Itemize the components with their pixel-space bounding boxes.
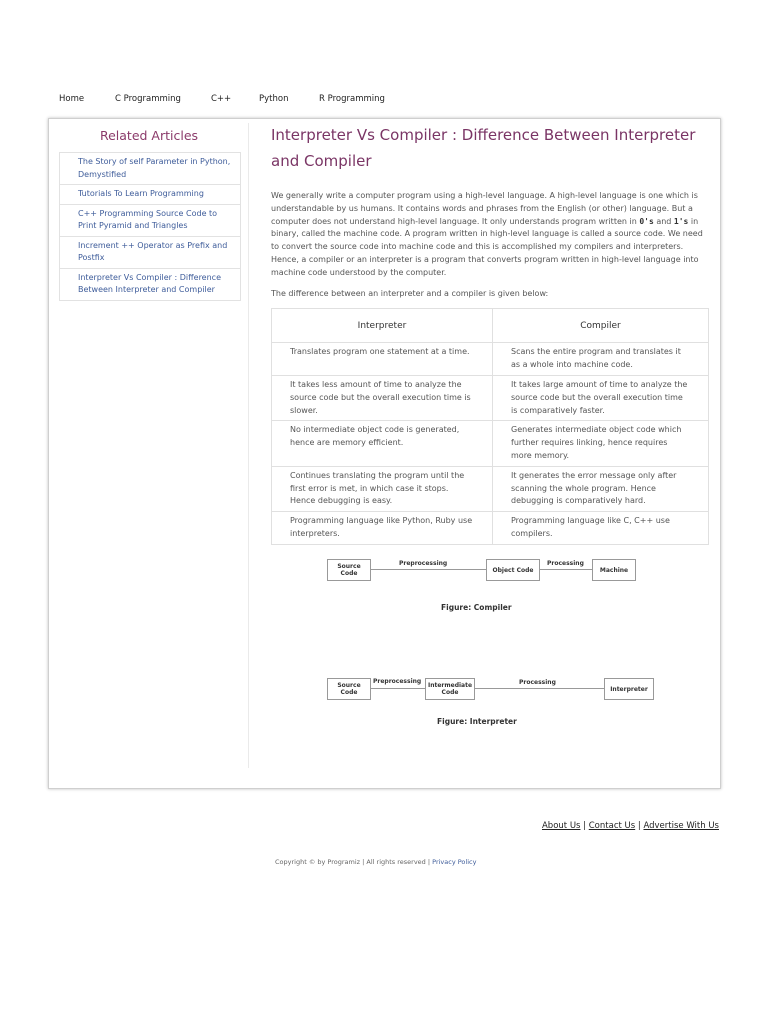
copyright	[275, 858, 476, 866]
interpreter-intermediate-code-box: Intermediate Code	[425, 678, 475, 700]
nav-c-programming[interactable]: C Programming	[115, 94, 181, 104]
compiler-arrow-1	[370, 569, 486, 570]
table-row	[272, 421, 709, 466]
intro-text-2: in binary, called the machine code. A program written in high-level language is called a source code. We need to convert the source code into machine code and this is accomplished my compilers and interpreters. Hence, a compiler or an interpreter is a program that converts program written in high-level language into machine code understood by the computer.	[271, 216, 703, 277]
related-article-cpp-pyramid[interactable]: C++ Programming Source Code to Print Pyramid and Triangles	[60, 205, 240, 237]
footer-links	[542, 821, 719, 831]
nav-python[interactable]: Python	[259, 94, 289, 104]
header-interpreter: Interpreter	[272, 309, 493, 343]
header-compiler: Compiler	[493, 309, 709, 343]
table-row	[272, 466, 709, 511]
table-cell: It takes large amount of time to analyze the source code but the overall execution time is comparatively faster.	[493, 375, 709, 420]
related-article-tutorials[interactable]: Tutorials To Learn Programming	[60, 185, 240, 205]
related-articles-list	[59, 152, 241, 301]
table-row	[272, 343, 709, 376]
compiler-figure	[271, 556, 709, 616]
table-cell: No intermediate object code is generated, hence are memory efficient.	[272, 421, 493, 466]
table-cell: Programming language like C, C++ use compilers.	[493, 512, 709, 545]
nav-cpp[interactable]: C++	[211, 94, 232, 104]
table-header-row	[272, 309, 709, 343]
compiler-object-code-box: Object Code	[486, 559, 540, 581]
footer-separator: |	[583, 821, 587, 831]
interpreter-source-code-box: Source Code	[327, 678, 371, 700]
footer-advertise[interactable]: Advertise With Us	[643, 821, 719, 831]
table-row	[272, 375, 709, 420]
compiler-preprocessing-label: Preprocessing	[399, 560, 448, 567]
table-cell: Programming language like Python, Ruby use interpreters.	[272, 512, 493, 545]
table-cell: Continues translating the program until the first error is met, in which case it stops. Hence debugging is easy.	[272, 466, 493, 511]
intro-text-and: and	[653, 216, 674, 226]
comparison-table	[271, 308, 709, 544]
table-cell: It generates the error message only after scanning the whole program. Hence debugging is comparatively hard.	[493, 466, 709, 511]
intro-paragraph	[271, 190, 709, 280]
sidebar-title: Related Articles	[99, 128, 199, 143]
compiler-arrow-2	[539, 569, 592, 570]
table-cell: Scans the entire program and translates it as a whole into machine code.	[493, 343, 709, 376]
table-row	[272, 512, 709, 545]
copyright-text: Copyright © by Programiz | All rights reserved |	[275, 858, 433, 866]
privacy-policy-link[interactable]: Privacy Policy	[432, 858, 477, 866]
sidebar	[59, 119, 239, 294]
nav-r-programming[interactable]: R Programming	[319, 94, 385, 104]
nav-home[interactable]: Home	[59, 94, 85, 104]
related-article-self-parameter[interactable]: The Story of self Parameter in Python, Demystified	[60, 153, 240, 185]
code-zero: 0's	[639, 216, 654, 226]
code-one: 1's	[673, 216, 689, 226]
compiler-processing-label: Processing	[547, 560, 584, 567]
page-title: Interpreter Vs Compiler : Difference Between Interpreter and Compiler	[271, 126, 696, 170]
intro-text-1: We generally write a computer program using a high-level language. A high-level language is one which is understandable by us humans. It contains words and phrases from the English (or other) language. But a computer does not understand high-level language. It only understands program written in	[271, 191, 698, 226]
table-cell: It takes less amount of time to analyze the source code but the overall execution time is slower.	[272, 375, 493, 420]
interpreter-arrow-1	[370, 688, 425, 689]
interpreter-arrow-2	[474, 688, 604, 689]
footer-separator: |	[637, 821, 641, 831]
interpreter-preprocessing-label: Preprocessing	[373, 678, 422, 685]
footer-contact-us[interactable]: Contact Us	[588, 821, 636, 831]
compiler-figure-caption: Figure: Compiler	[441, 603, 512, 612]
content-frame	[48, 118, 721, 789]
interpreter-figure	[271, 675, 709, 735]
compiler-source-code-box: Source Code	[327, 559, 371, 581]
compiler-machine-box: Machine	[592, 559, 636, 581]
interpreter-figure-caption: Figure: Interpreter	[437, 717, 517, 726]
article	[271, 119, 709, 726]
difference-intro: The difference between an interpreter and a compiler is given below:	[271, 288, 549, 298]
footer-about-us[interactable]: About Us	[541, 821, 581, 831]
table-cell: Translates program one statement at a time.	[272, 343, 493, 376]
table-cell: Generates intermediate object code which further requires linking, hence requires more memory.	[493, 421, 709, 466]
related-article-increment-operator[interactable]: Increment ++ Operator as Prefix and Postfix	[60, 237, 240, 269]
related-article-interpreter-vs-compiler[interactable]: Interpreter Vs Compiler : Difference Between Interpreter and Compiler	[60, 269, 240, 301]
interpreter-processing-label: Processing	[519, 679, 556, 686]
interpreter-box: Interpreter	[604, 678, 654, 700]
sidebar-divider	[248, 123, 249, 768]
